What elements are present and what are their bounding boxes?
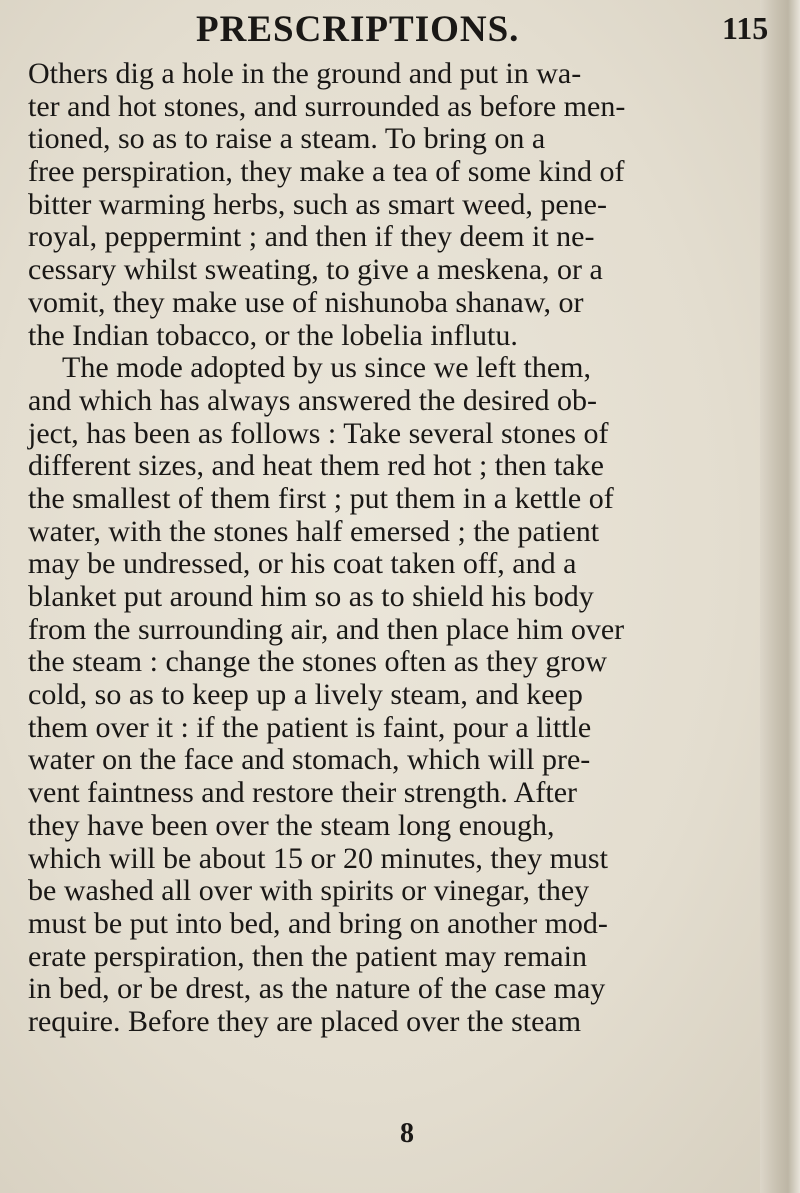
text-line: require. Before they are placed over the steam (28, 1004, 582, 1038)
paragraph-2 (28, 352, 768, 1038)
text-line: the smallest of them first ; put them in a kettle of (28, 481, 614, 515)
text-line: be washed all over with spirits or vinegar, they (28, 874, 590, 908)
text-line: tioned, so as to raise a steam. To bring on a (28, 122, 546, 156)
text-line: in bed, or be drest, as the nature of the case may (28, 972, 606, 1006)
text-line: ter and hot stones, and surrounded as before men- (28, 89, 626, 123)
text-line: from the surrounding air, and then place him over (28, 612, 625, 646)
text-line: cessary whilst sweating, to give a meskena, or a (28, 253, 603, 287)
text-line: Others dig a hole in the ground and put in wa- (28, 57, 582, 90)
text-line: water on the face and stomach, which will pre- (28, 743, 591, 777)
text-line: cold, so as to keep up a lively steam, and keep (28, 678, 583, 712)
text-line: erate perspiration, then the patient may remain (28, 939, 587, 973)
running-head: PRESCRIPTIONS. (196, 9, 520, 50)
text-line: ject, has been as follows : Take several stones of (28, 416, 609, 450)
text-line: they have been over the steam long enough, (28, 808, 555, 842)
text-line: them over it : if the patient is faint, pour a little (28, 710, 592, 744)
text-line: royal, peppermint ; and then if they deem it ne- (28, 220, 595, 254)
signature-mark: 8 (400, 1118, 414, 1149)
page-number: 115 (722, 10, 769, 46)
text-line: the steam : change the stones often as they grow (28, 645, 607, 679)
paragraph-1 (28, 58, 768, 352)
text-line: the Indian tobacco, or the lobelia influtu. (28, 318, 518, 352)
text-line: vomit, they make use of nishunoba shanaw, or (28, 285, 584, 319)
text-line: The mode adopted by us since we left them, (62, 351, 592, 385)
text-line: blanket put around him so as to shield his body (28, 580, 594, 613)
text-line: different sizes, and heat them red hot ; then take (28, 449, 604, 483)
text-line: bitter warming herbs, such as smart weed, pene- (28, 187, 607, 221)
body-text (28, 58, 768, 1039)
text-line: may be undressed, or his coat taken off, and a (28, 547, 577, 581)
page-header (0, 4, 800, 52)
text-line: water, with the stones half emersed ; the patient (28, 514, 600, 548)
text-line: vent faintness and restore their strength. After (28, 776, 577, 810)
text-line: free perspiration, they make a tea of some kind of (28, 155, 625, 189)
text-line: which will be about 15 or 20 minutes, they must (28, 841, 608, 875)
text-line: must be put into bed, and bring on another mod- (28, 906, 608, 940)
text-line: and which has always answered the desired ob- (28, 383, 597, 417)
